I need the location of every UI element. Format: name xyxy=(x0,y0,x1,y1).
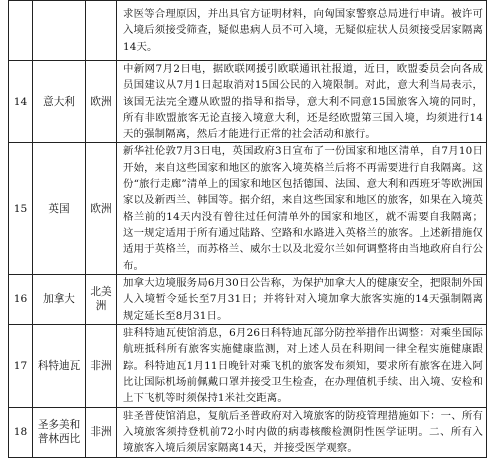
country-name xyxy=(33,1,86,61)
region-name: 欧洲 xyxy=(86,61,117,143)
region-name: 北美洲 xyxy=(86,274,117,324)
policy-description: 中新网7月2日电，据欧联网援引欧联通讯社报道，近日，欧盟委员会向各成员国建议从7月1日起取消对15国公民的入境限制。对此，意大利当局表示，该国无法完全遵从欧盟的指导和指导，意大利不同意15国旅客入境的同时，所有非欧盟旅客无论直接入境意大利，还是经欧盟第三国入境，均须进行14天的强制隔离，然后才能进行正常的社会活动和旅行。 xyxy=(117,61,487,143)
region-name: 欧洲 xyxy=(86,143,117,274)
table-row xyxy=(9,324,487,407)
policy-description: 驻科特迪瓦使馆消息，6月26日科特迪瓦部分防控举措作出调整：对乘坐国际航班抵科所有旅客实施健康监测，对上述人员在科期间一律全程实施健康跟踪。科特迪瓦1月11日晚针对乘飞机的旅客发布须知，要求所有旅客在进入阿比让国际机场前佩戴口罩并接受卫生检查，在办理值机手续、出入境、安检和上下飞机等时须保持1米社交距离。 xyxy=(117,324,487,407)
country-name: 加拿大 xyxy=(33,274,86,324)
country-name: 科特迪瓦 xyxy=(33,324,86,407)
table-row xyxy=(9,1,487,61)
policy-description: 加拿大边境服务局6月30日公告称，为保护加拿大人的健康安全，把限制外国人入境暂令延长至7月31日；并将针对入境加拿大旅客实施的14天强制隔离规定延长至8月31日。 xyxy=(117,274,487,324)
table-row xyxy=(9,407,487,457)
country-name: 英国 xyxy=(33,143,86,274)
row-index: 14 xyxy=(9,61,33,143)
country-name: 意大利 xyxy=(33,61,86,143)
region-name xyxy=(86,1,117,61)
row-index: 18 xyxy=(9,407,33,457)
region-name: 非洲 xyxy=(86,324,117,407)
row-index xyxy=(9,1,33,61)
country-name: 圣多美和普林西比 xyxy=(33,407,86,457)
table-row xyxy=(9,274,487,324)
row-index: 15 xyxy=(9,143,33,274)
row-index: 17 xyxy=(9,324,33,407)
policy-description: 新华社伦敦7月3日电，英国政府3日宣布了一份国家和地区清单，自7月10日开始，来自这些国家和地区的旅客入境英格兰后将不再需要进行自我隔离。这份“旅行走廊”清单上的国家和地区包括德国、法国、意大利和西班牙等欧洲国家以及新西兰、韩国等。据介绍，来自这些国家和地区的旅客，如果在入境英格兰前的14天内没有曾往过任何清单外的国家和地区，就不需要自我隔离；这一规定适用于所有通过陆路、空路和水路进入英格兰的旅客。上述新措施仅适用于英格兰，而苏格兰、威尔士以及北爱尔兰如何调整将由当地政府自行公布。 xyxy=(117,143,487,274)
policy-table xyxy=(8,0,487,458)
table-row xyxy=(9,143,487,274)
region-name: 非洲 xyxy=(86,407,117,457)
policy-description: 驻圣普使馆消息，复航后圣普政府对入境旅客的防疫管理措施如下：一、所有入境旅客须持登机前72小时内做的病毒核酸检测阴性医学证明。二、所有入境旅客入境后须居家隔离14天，并接受医学观察。 xyxy=(117,407,487,457)
row-index: 16 xyxy=(9,274,33,324)
policy-description: 求医等合理原因，并出具官方证明材料，向匈国家警察总局进行申请。被许可入境后须接受筛查，疑似患病人员不可入境，无疑似症状人员须接受居家隔离14天。 xyxy=(117,1,487,61)
table-row xyxy=(9,61,487,143)
